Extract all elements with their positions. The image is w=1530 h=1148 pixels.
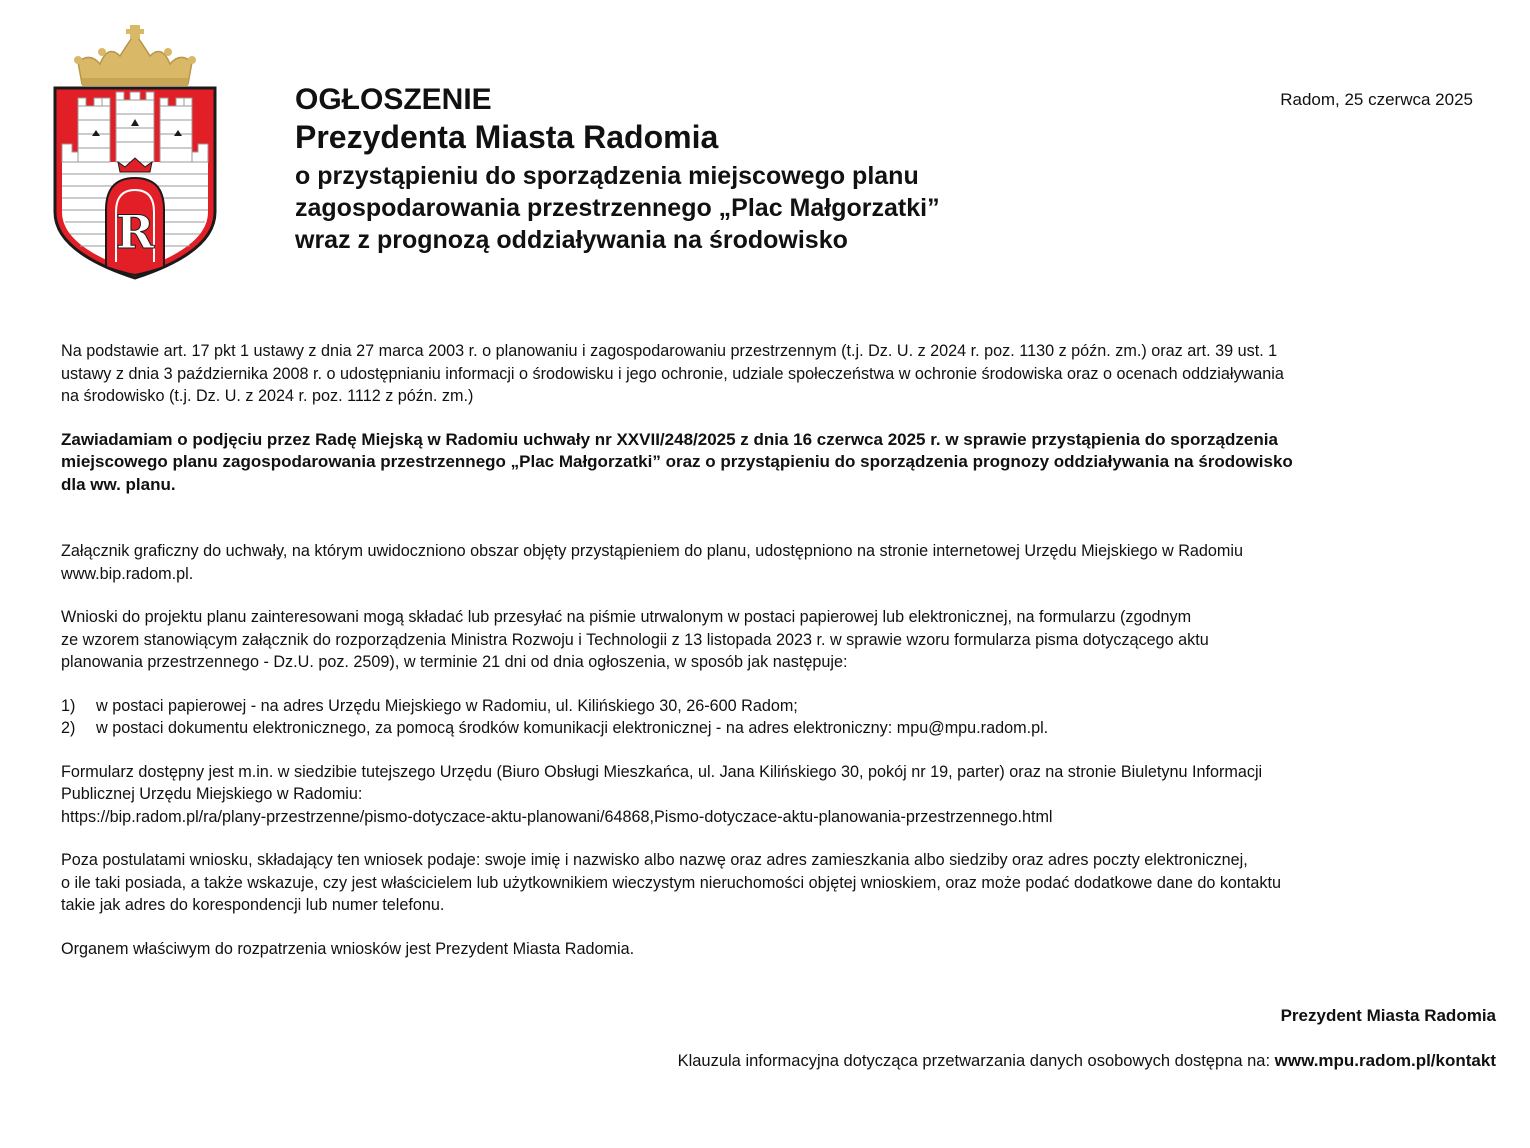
list-number: 2) [61, 719, 76, 737]
privacy-clause [678, 1051, 1496, 1071]
svg-text:R: R [115, 205, 155, 259]
text-line: Publicznej Urzędu Miejskiego w Radomiu: [61, 785, 363, 803]
text-line: ze wzorem stanowiącym załącznik do rozporządzenia Ministra Rozwoju i Technologii z 13 listopada 2023 r. w sprawie wzoru formularza pisma dotyczącego aktu [61, 630, 1209, 649]
text-line: na środowisko (t.j. Dz. U. z 2024 r. poz. 1112 z późn. zm.) [61, 387, 474, 405]
text-line: Na podstawie art. 17 pkt 1 ustawy z dnia 27 marca 2003 r. o planowaniu i zagospodarowaniu przestrzennym (t.j. Dz. U. z 2024 r. poz. 1130 z późn. zm.) oraz art. 39 ust. 1 [61, 342, 1278, 360]
header-subject-line: o przystąpieniu do sporządzenia miejscowego planu [295, 162, 919, 190]
list-text: w postaci dokumentu elektronicznego, za pomocą środków komunikacji elektronicznej - na adres elektroniczny: mpu@mpu.radom.pl. [96, 719, 1049, 737]
text-line: o ile taki posiada, a także wskazuje, czy jest właścicielem lub użytkownikiem wieczystym nieruchomości objętej wnioskiem, oraz może podać dodatkowe dane do kontaktu [61, 873, 1282, 892]
list-item [61, 717, 1491, 740]
document-date: Radom, 25 czerwca 2025 [1280, 90, 1473, 109]
header-title: OGŁOSZENIE [295, 83, 492, 116]
paragraph-applications [61, 606, 1491, 674]
text-line: Formularz dostępny jest m.in. w siedzibie tutejszego Urzędu (Biuro Obsługi Mieszkańca, ul. Jana Kilińskiego 30, pokój nr 19, parter) oraz na stronie Biuletynu Informacji [61, 762, 1263, 781]
paragraph-authority [61, 938, 1491, 961]
header-subject [295, 160, 1195, 256]
header-subject-line: zagospodarowania przestrzennego „Plac Małgorzatki” [295, 194, 940, 222]
header-subject-line: wraz z prognozą oddziaływania na środowisko [295, 226, 848, 254]
form-link[interactable]: https://bip.radom.pl/ra/plany-przestrzenne/pismo-dotyczace-aktu-planowani/64868,Pismo-dotyczace-aktu-planowania-przestrzennego.html [61, 807, 1053, 826]
paragraph-form-availability [61, 761, 1491, 829]
text-line: Zawiadamiam o podjęciu przez Radę Miejską w Radomiu uchwały nr XXVII/248/2025 z dnia 16 czerwca 2025 r. w sprawie przystąpienia do sporządzenia [61, 429, 1278, 449]
text-line: miejscowego planu zagospodarowania przestrzennego „Plac Małgorzatki” oraz o przystąpieniu do sporządzenia prognozy oddziaływania na środowisko [61, 452, 1293, 471]
list-text: w postaci papierowej - na adres Urzędu Miejskiego w Radomiu, ul. Kilińskiego 30, 26-600 Radom; [96, 696, 798, 715]
text-line: Wnioski do projektu planu zainteresowani mogą składać lub przesyłać na piśmie utrwalonym w postaci papierowej lub elektronicznej, na formularzu (zgodnym [61, 608, 1192, 626]
announcement-header [295, 82, 1195, 256]
announcement-body [61, 340, 1491, 960]
paragraph-notice [61, 429, 1491, 497]
radom-coat-of-arms-icon [50, 22, 220, 282]
privacy-clause-link[interactable]: www.mpu.radom.pl/kontakt [1274, 1051, 1496, 1070]
text-line: Organem właściwym do rozpatrzenia wniosków jest Prezydent Miasta Radomia. [61, 939, 635, 958]
crown-icon [74, 25, 196, 86]
text-line: Załącznik graficzny do uchwały, na którym uwidoczniono obszar objęty przystąpieniem do planu, udostępniono na stronie internetowej Urzędu Miejskiego w Radomiu [61, 542, 1244, 560]
text-line: dla ww. planu. [61, 474, 176, 494]
list-number: 1) [61, 696, 76, 715]
paragraph-applicant-data [61, 849, 1491, 917]
text-line: ustawy z dnia 3 października 2008 r. o udostępnianiu informacji o środowisku i jego ochronie, udziale społeczeństwa w ochronie środowiska oraz o ocenach oddziaływania [61, 364, 1284, 383]
list-item [61, 695, 1491, 718]
paragraph-attachment [61, 540, 1491, 585]
signature: Prezydent Miasta Radomia [1280, 1006, 1496, 1025]
text-line: planowania przestrzennego - Dz.U. poz. 2509), w terminie 21 dni od dnia ogłoszenia, w sposób jak następuje: [61, 653, 848, 671]
paragraph-legal-basis [61, 340, 1491, 408]
text-line: takie jak adres do korespondencji lub numer telefonu. [61, 896, 445, 914]
text-line: Poza postulatami wniosku, składający ten wniosek podaje: swoje imię i nazwisko albo nazwę oraz adres zamieszkania albo siedziby oraz adres poczty elektronicznej, [61, 851, 1248, 869]
submission-methods-list [61, 695, 1491, 740]
privacy-clause-text: Klauzula informacyjna dotycząca przetwarzania danych osobowych dostępna na: [677, 1052, 1275, 1070]
header-issuer: Prezydenta Miasta Radomia [295, 119, 719, 155]
text-line: www.bip.radom.pl. [61, 564, 194, 583]
